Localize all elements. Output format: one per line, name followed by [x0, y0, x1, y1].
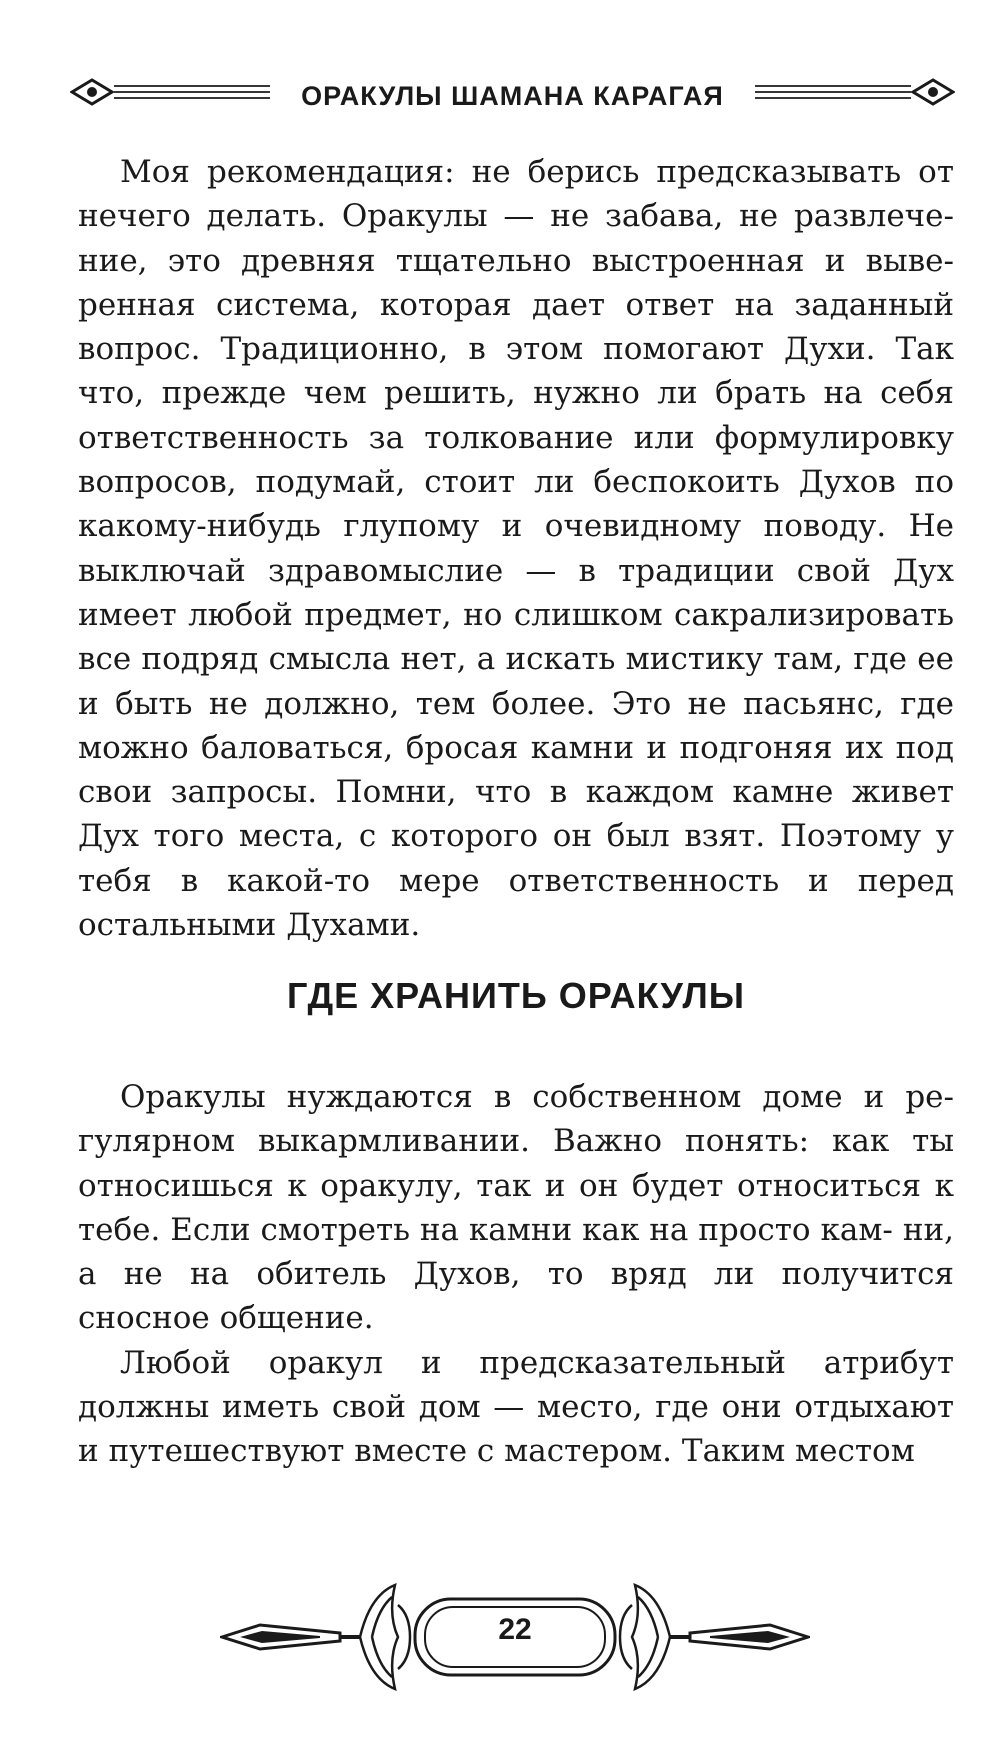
running-title: [70, 78, 955, 114]
paragraph-1-line: что, прежде чем решить, нужно ли брать на себя: [78, 375, 954, 412]
paragraph-3-line: Любой оракул и предсказательный атрибут: [120, 1344, 954, 1381]
paragraph-1-line: все подряд смысла нет, а искать мистику там, где: [78, 641, 908, 678]
body-text-block-2: [78, 1075, 954, 1474]
paragraph-1-line: ответственность за толкование или формулировку: [78, 419, 954, 456]
paragraph-1-line: остальными Духами.: [78, 907, 421, 944]
body-text-block-1: [78, 150, 954, 947]
paragraph-1-line: ренная система, которая дает ответ на заданный: [78, 286, 954, 323]
page-number: 22: [498, 1613, 532, 1646]
paragraph-2-line: Оракулы нуждаются в собственном доме и ре-: [120, 1079, 954, 1115]
paragraph-1-line: какому-нибудь глупому и очевидному поводу. Не: [78, 508, 954, 545]
paragraph-2-line: сносное общение.: [78, 1300, 374, 1337]
paragraph-1-line: ее и быть не должно, тем более. Это не пасьянс, где: [78, 641, 954, 722]
right-spear-ornament: [670, 1625, 808, 1649]
running-header: [70, 72, 955, 122]
paragraph-3: [78, 1341, 954, 1474]
running-title-text: ОРАКУЛЫ ШАМАНА КАРАГАЯ: [293, 81, 732, 111]
paragraph-1-line: Дух того места, с которого он был взят. Поэтому: [78, 818, 922, 855]
paragraph-1-line: имеет любой предмет, но слишком сакрализировать: [78, 596, 954, 633]
left-spear-ornament: [222, 1625, 360, 1649]
paragraph-1-line: ние, это древняя тщательно выстроенная и выве-: [78, 242, 954, 279]
paragraph-2-line: ни, а не на обитель Духов, то вряд ли получится: [78, 1211, 954, 1293]
paragraph-3-line: должны иметь свой дом — место, где они отдыхают: [78, 1389, 954, 1426]
paragraph-2: [78, 1075, 954, 1341]
paragraph-1-line: выключай здравомыслие — в традиции свой Дух: [78, 552, 954, 589]
paragraph-1-line: у тебя в какой-то мере ответственность и перед: [78, 818, 954, 899]
paragraph-1-line: свои запросы. Помни, что в каждом камне живет: [78, 774, 954, 811]
right-fan-ornament: [620, 1585, 670, 1689]
paragraph-1-line: нечего делать. Оракулы — не забава, не развлече-: [78, 198, 954, 235]
paragraph-1-line: вопрос. Традиционно, в этом помогают Духи. Так: [78, 331, 954, 368]
paragraph-1-line: можно баловаться, бросая камни и подгоняя их под: [78, 729, 954, 766]
paragraph-2-line: относишься к оракулу, так и он будет относиться: [78, 1167, 922, 1204]
paragraph-1-line: Моя рекомендация: не берись предсказывать от: [120, 154, 954, 190]
paragraph-1: [78, 150, 954, 947]
section-heading: ГДЕ ХРАНИТЬ ОРАКУЛЫ: [286, 975, 745, 1016]
left-fan-ornament: [360, 1585, 410, 1689]
paragraph-2-line: к тебе. Если смотреть на камни как на просто кам-: [78, 1167, 954, 1248]
paragraph-2-line: гулярном выкармливании. Важно понять: как ты: [78, 1123, 954, 1160]
paragraph-1-line: вопросов, подумай, стоит ли беспокоить Духов по: [78, 464, 954, 501]
paragraph-3-line: и путешествуют вместе с мастером. Таким местом: [78, 1433, 915, 1470]
